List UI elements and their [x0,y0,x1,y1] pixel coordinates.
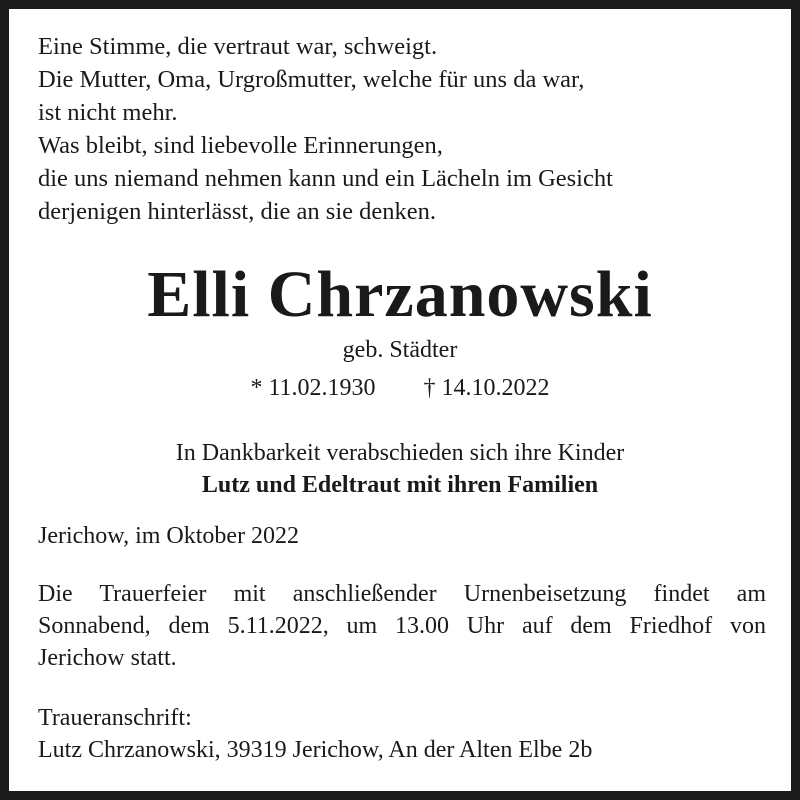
service-line: Jerichow statt. [38,645,177,671]
place-and-date: Jerichow, im Oktober 2022 [38,523,300,549]
thanks-intro: In Dankbarkeit verabschieden sich ihre Kinder [175,440,625,466]
obituary-notice [38,30,768,763]
deceased-name: Elli Chrzanowski [147,258,653,331]
service-line: Die Trauerfeier mit anschließender Urnenbeisetzung findet am [38,581,766,607]
poem-line: Die Mutter, Oma, Urgroßmutter, welche für uns da war, [38,66,585,93]
poem-line: die uns niemand nehmen kann und ein Lächeln im Gesicht [38,165,613,192]
mourners-names: Lutz und Edeltraut mit ihren Familien [201,472,599,498]
poem-line: ist nicht mehr. [38,99,178,126]
poem-line: derjenigen hinterlässt, die an sie denken. [38,198,436,225]
death-date: † 14.10.2022 [423,375,550,401]
poem-line: Eine Stimme, die vertraut war, schweigt. [38,33,438,60]
poem-line: Was bleibt, sind liebevolle Erinnerungen, [38,132,443,159]
address-label: Traueranschrift: [38,705,192,731]
birth-name: geb. Städter [342,337,458,363]
birth-date: * 11.02.1930 [250,375,376,401]
service-line: Sonnabend, dem 5.11.2022, um 13.00 Uhr auf dem Friedhof von [38,613,766,639]
funeral-service-info [38,578,766,674]
memorial-poem [38,30,768,228]
address-value: Lutz Chrzanowski, 39319 Jerichow, An der Alten Elbe 2b [38,737,593,763]
mourning-address [38,702,592,766]
mourners-block [38,437,762,501]
life-dates [38,373,762,403]
